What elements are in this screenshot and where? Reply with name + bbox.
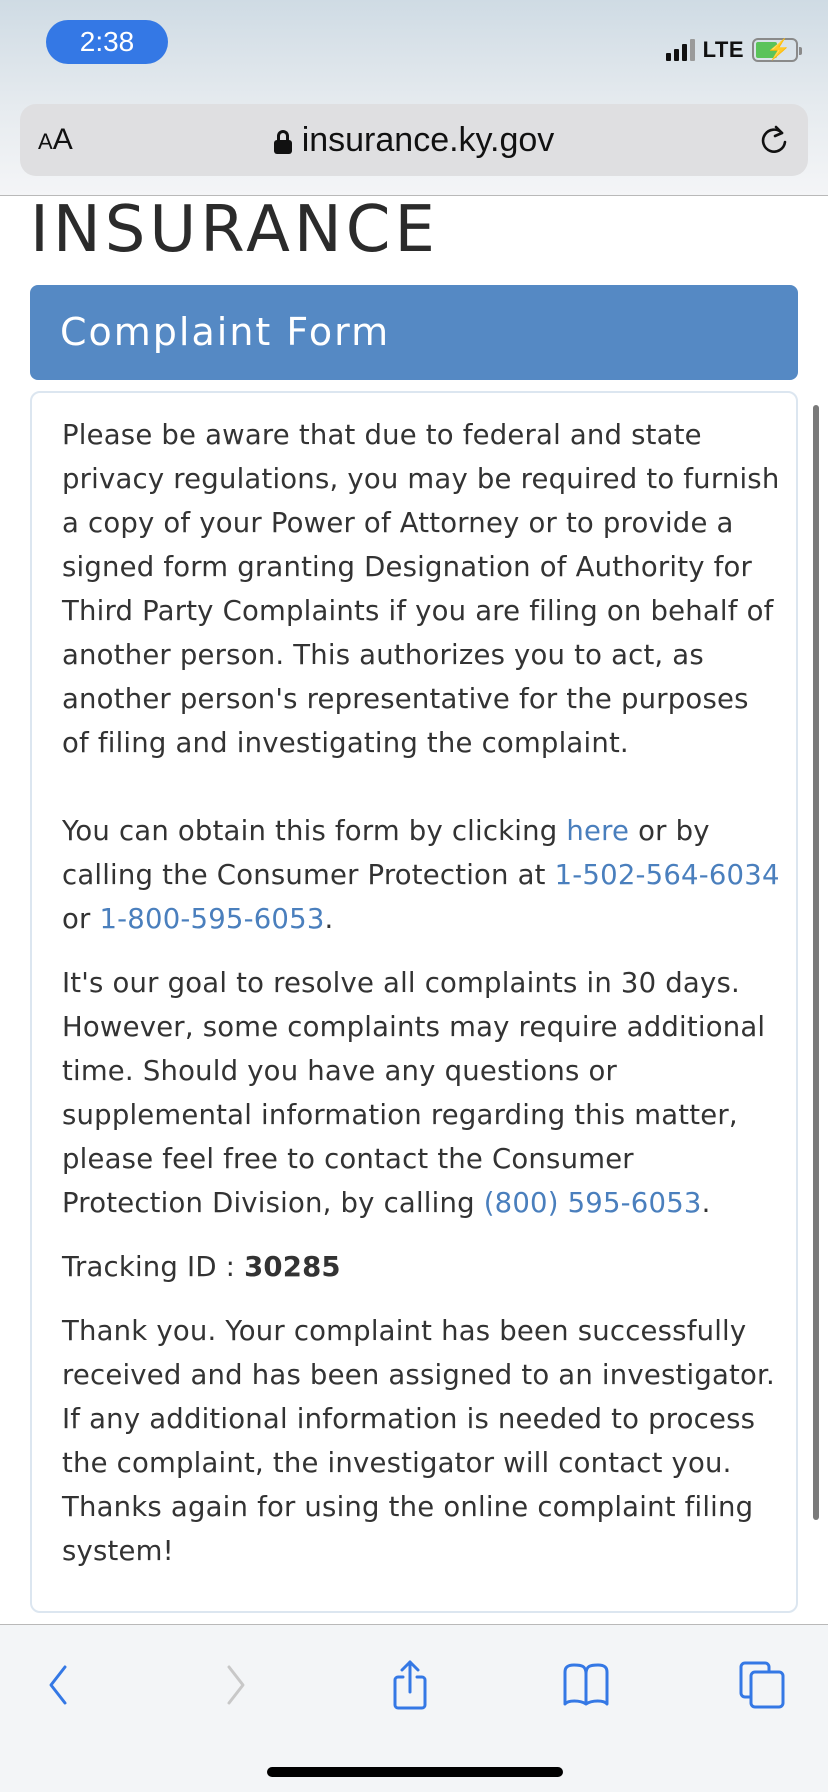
network-type: LTE bbox=[702, 37, 744, 62]
address-bar[interactable] bbox=[20, 104, 808, 176]
tracking-id-label: Tracking ID : bbox=[62, 1251, 245, 1283]
battery-charging-icon: ⚡ bbox=[752, 38, 798, 62]
obtain-form-text: or bbox=[62, 903, 100, 935]
privacy-notice: Please be aware that due to federal and state privacy regulations, you may be required to furnish a copy of your Power of Attorney or to provide a signed form granting Designation of Authority for Third Party Complaints if you are filing on behalf of another person. This authorizes you to act, as another person's representative for the purposes of filing and investigating the complaint. bbox=[62, 419, 780, 759]
panel-content bbox=[62, 413, 782, 1573]
browser-top-chrome bbox=[0, 0, 828, 196]
page-heading: INSURANCE bbox=[30, 193, 439, 267]
text-size-large-label: A bbox=[52, 123, 73, 156]
book-icon bbox=[560, 1662, 612, 1708]
obtain-form-text: . bbox=[324, 903, 334, 935]
obtain-form-text: You can obtain this form by clicking bbox=[62, 815, 567, 847]
form-download-link[interactable]: here bbox=[566, 815, 630, 847]
complaint-form-header bbox=[30, 285, 798, 380]
obtain-form-text: or by calling the Consumer Protection at bbox=[62, 815, 710, 891]
url-display[interactable] bbox=[20, 104, 808, 176]
division-phone-link[interactable]: (800) 595-6053 bbox=[483, 1187, 702, 1219]
chevron-right-icon bbox=[221, 1663, 251, 1707]
url-text: insurance.ky.gov bbox=[301, 120, 555, 159]
status-time[interactable]: 2:38 bbox=[46, 20, 168, 64]
resolution-goal-paragraph bbox=[62, 961, 782, 1225]
chevron-left-icon bbox=[43, 1663, 73, 1707]
text-size-small-label: A bbox=[38, 129, 53, 154]
obtain-form-paragraph bbox=[62, 809, 782, 941]
status-indicators bbox=[666, 36, 798, 64]
share-button[interactable] bbox=[380, 1655, 440, 1715]
page-scrollbar[interactable] bbox=[813, 405, 819, 1520]
back-button[interactable] bbox=[28, 1655, 88, 1715]
cellular-signal-icon bbox=[666, 39, 695, 61]
tracking-id-value: 30285 bbox=[244, 1251, 341, 1283]
forward-button[interactable] bbox=[206, 1655, 266, 1715]
goal-text: It's our goal to resolve all complaints in 30 days. However, some complaints may require additional time. Should you have any questions or supplemental information regarding this matter, please feel free to contact the Consumer Protection Division, by calling bbox=[62, 967, 766, 1219]
panel-title: Complaint Form bbox=[60, 310, 391, 354]
lock-icon bbox=[274, 130, 292, 154]
phone-link-502[interactable]: 1-502-564-6034 bbox=[554, 859, 780, 891]
reload-icon bbox=[756, 122, 792, 158]
goal-text: . bbox=[701, 1187, 711, 1219]
tabs-icon bbox=[737, 1660, 787, 1710]
reload-button[interactable] bbox=[756, 122, 792, 158]
complaint-form-body bbox=[30, 391, 798, 1613]
tracking-id bbox=[62, 1245, 782, 1289]
share-icon bbox=[388, 1659, 432, 1711]
home-indicator[interactable] bbox=[267, 1767, 563, 1777]
tabs-button[interactable] bbox=[732, 1655, 792, 1715]
confirmation-message: Thank you. Your complaint has been successfully received and has been assigned to an investigator. If any additional information is needed to process the complaint, the investigator will contact you. Thanks again for using the online complaint filing system! bbox=[62, 1315, 775, 1567]
bookmarks-button[interactable] bbox=[556, 1655, 616, 1715]
phone-link-800[interactable]: 1-800-595-6053 bbox=[99, 903, 325, 935]
